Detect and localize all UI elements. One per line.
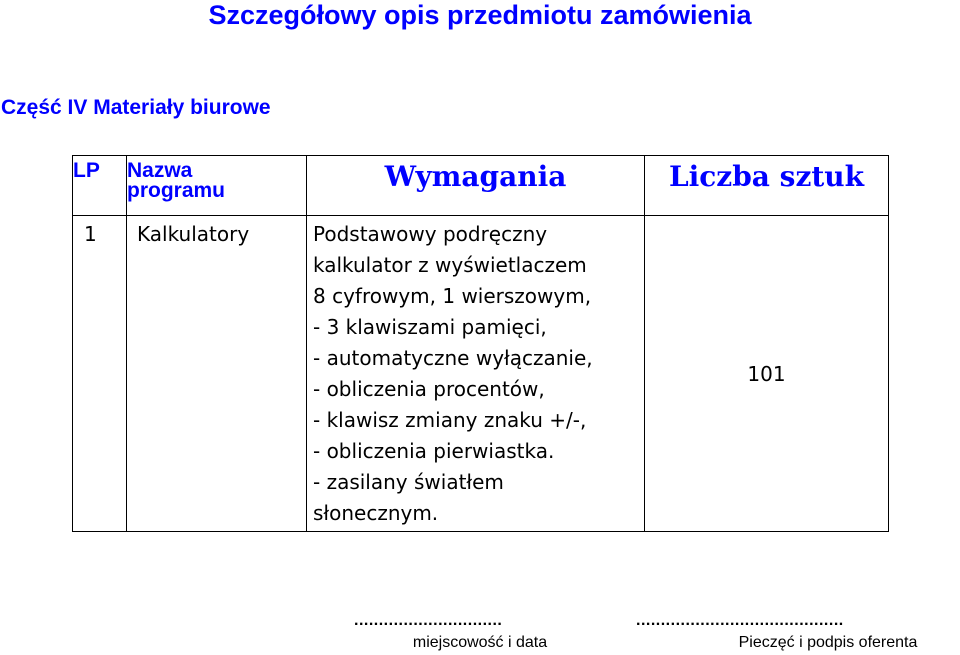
requirement-line: Podstawowy podręczny <box>313 222 548 246</box>
stamp-label: Pieczęć i podpis oferenta <box>738 634 918 651</box>
header-name <box>127 156 307 216</box>
table-row <box>73 216 889 532</box>
header-lp: LP <box>73 156 127 216</box>
requirement-line: - automatyczne wyłączanie, <box>313 346 593 370</box>
page-title: Szczegółowy opis przedmiotu zamówienia <box>208 0 752 30</box>
requirement-line: 8 cyfrowym, 1 wierszowym, <box>313 284 592 308</box>
row-name: Kalkulatory <box>127 216 307 532</box>
row-requirements <box>307 216 645 532</box>
header-requirements: Wymagania <box>307 156 645 216</box>
header-quantity: Liczba sztuk <box>645 156 889 216</box>
requirement-line: kalkulator z wyświetlaczem <box>313 253 587 277</box>
header-name-line1: Nazwa <box>127 159 193 182</box>
header-name-line2: programu <box>127 179 226 202</box>
requirement-line: - klawisz zmiany znaku +/-, <box>313 408 587 432</box>
requirement-line: - obliczenia pierwiastka. <box>313 439 555 463</box>
requirement-line: - zasilany światłem <box>313 470 504 494</box>
section-heading: Część IV Materiały biurowe <box>1 96 271 119</box>
requirement-line: - obliczenia procentów, <box>313 377 545 401</box>
place-date-dots: .............................. <box>354 612 503 629</box>
requirement-line: - 3 klawiszami pamięci, <box>313 315 547 339</box>
requirements-table <box>72 155 889 532</box>
row-lp: 1 <box>73 216 127 532</box>
table-header-row <box>73 156 889 216</box>
row-quantity: 101 <box>645 216 889 532</box>
stamp-dots: .......................................... <box>636 612 844 629</box>
place-date-label: miejscowość i data <box>412 634 548 651</box>
requirement-line: słonecznym. <box>313 501 439 525</box>
